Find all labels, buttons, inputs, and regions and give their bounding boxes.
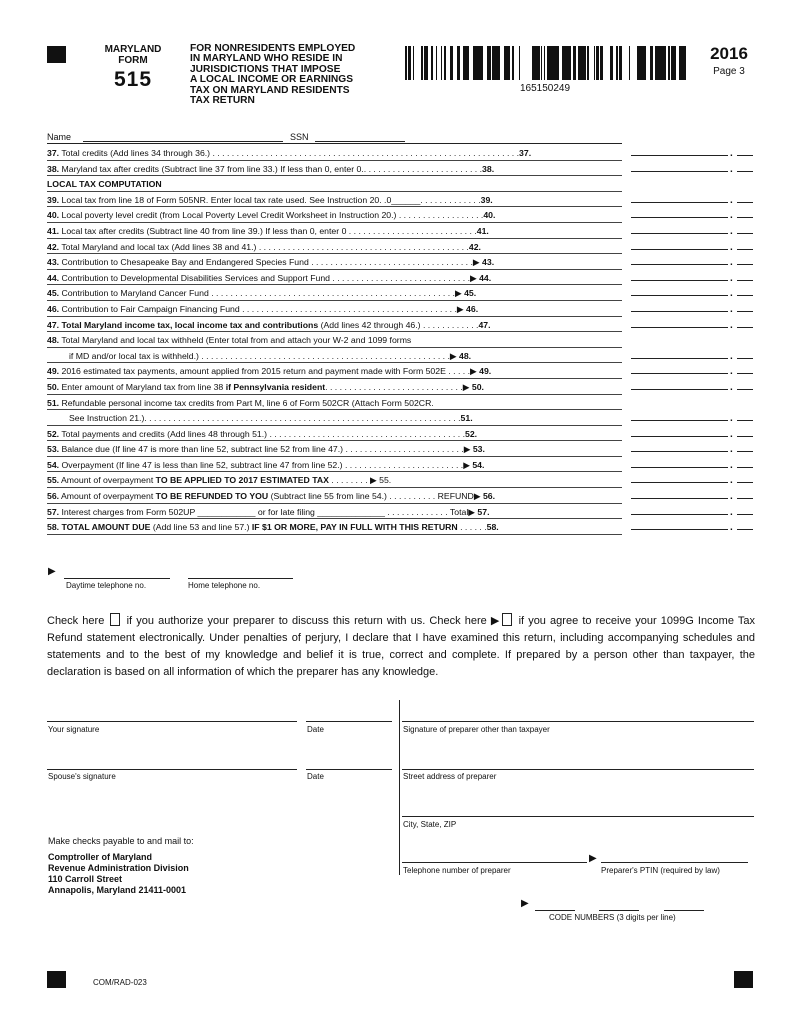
arrow-icon: ▶: [589, 853, 597, 864]
cents-field[interactable]: [737, 467, 753, 468]
decimal-point: .: [730, 257, 733, 269]
line-ref-number: 43.: [482, 257, 495, 268]
line-text: [47, 304, 622, 315]
form-label: MARYLAND FORM: [104, 44, 162, 66]
decimal-point: .: [730, 303, 733, 315]
form-title-line: A LOCAL INCOME OR EARNINGS: [190, 74, 354, 86]
mailing-address-line: Revenue Administration Division: [48, 863, 189, 873]
line-number: 47.: [47, 319, 60, 330]
decimal-point: .: [730, 475, 733, 487]
decimal-point: .: [730, 225, 733, 237]
decimal-point: .: [730, 210, 733, 222]
line-text-body: Local tax after credits (Subtract line 40 from line 39.) If less than 0, enter 0 . . . . . . . . . . . . . . . . . . . . . . . . . . .: [61, 225, 477, 236]
line-text: [47, 351, 622, 362]
amount-field[interactable]: [631, 482, 728, 483]
authorize-preparer-checkbox[interactable]: [110, 613, 120, 626]
line-row: [47, 270, 757, 286]
decimal-point: .: [730, 444, 733, 456]
line-ref-number: 54.: [472, 459, 485, 470]
line-text: [47, 429, 622, 439]
preparer-street-field[interactable]: [402, 769, 754, 770]
line-row: [47, 410, 757, 426]
arrow-icon: ▶: [470, 366, 480, 377]
line-text-body: Contribution to Developmental Disabilities Services and Support Fund . . . . . . . . . . . . . . . . . . . . . . . . . . . . .: [61, 272, 470, 283]
cents-field[interactable]: [737, 217, 753, 218]
arrow-icon: ▶: [473, 491, 483, 502]
arrow-icon: ▶: [449, 350, 460, 361]
line-number: 57.: [47, 506, 60, 517]
line-number: 39.: [47, 194, 60, 205]
decimal-point: .: [730, 350, 733, 362]
barcode-number: 165150249: [520, 83, 571, 94]
line-ref-number: 50.: [471, 381, 484, 392]
code-number-field-2[interactable]: [599, 910, 639, 911]
amount-field[interactable]: [631, 264, 728, 265]
line-ref-number: 53.: [472, 444, 485, 455]
line-text: [47, 335, 622, 345]
line-text-bold: TOTAL AMOUNT DUE: [61, 522, 151, 533]
line-ref-number: 52.: [465, 428, 478, 439]
line-number: 43.: [47, 257, 60, 268]
line-text-body: Contribution to Chesapeake Bay and Endangered Species Fund . . . . . . . . . . . . . . . . . . . . . . . . . . . . . . . . . .: [61, 257, 473, 268]
amount-field[interactable]: [631, 498, 728, 499]
registration-mark-top-left: [47, 46, 66, 63]
form-title-line: JURISDICTIONS THAT IMPOSE: [190, 63, 341, 75]
line-row: [47, 441, 757, 457]
line-text-body: Contribution to Maryland Cancer Fund . . . . . . . . . . . . . . . . . . . . . . . . . . . . . . . . . . . . . . . . . . . . . . . . . . .: [61, 288, 455, 299]
line-number: 41.: [47, 225, 60, 236]
line-text-bold: TO BE REFUNDED TO YOU: [155, 491, 269, 502]
your-signature-field[interactable]: [47, 721, 297, 722]
arrow-icon: ▶: [48, 566, 56, 577]
code-number-field-1[interactable]: [535, 910, 575, 911]
line-text-body: if MD and/or local tax is withheld.) . . . . . . . . . . . . . . . . . . . . . . . . . . . . . . . . . . . . . . . . . . . . . . . . . . . .: [69, 350, 450, 361]
line-ref-number: 38.: [482, 163, 495, 174]
form-title-line: TAX ON MARYLAND RESIDENTS: [190, 84, 350, 96]
decimal-point: .: [730, 163, 733, 175]
line-text: [47, 507, 622, 518]
line-text-body: Local tax from line 18 of Form 505NR. Enter local tax rate used. See Instruction 20. .0______. . . . . . . . . . . . .: [61, 194, 481, 205]
amount-field[interactable]: [631, 358, 728, 359]
cents-field[interactable]: [737, 514, 753, 515]
line-number: 53.: [47, 444, 60, 455]
page-number: Page 3: [713, 66, 745, 77]
amount-field[interactable]: [631, 295, 728, 296]
line-text-body: Amount of overpayment: [61, 475, 156, 486]
amount-field[interactable]: [631, 233, 728, 234]
line-ref-number: 48.: [459, 350, 472, 361]
barcode: [405, 46, 688, 80]
decimal-point: .: [730, 148, 733, 159]
cents-field[interactable]: [737, 498, 753, 499]
line-ref-number: 45.: [464, 288, 477, 299]
line-text-body: (Add line 53 and line 57.): [150, 522, 252, 533]
line-row: [47, 317, 757, 333]
preparer-city-label: City, State, ZIP: [403, 820, 457, 829]
line-text-body: . . . . . . . . . . . . . . . . . . . . . . . . . . . . .: [325, 381, 463, 392]
arrow-icon: ▶: [521, 898, 529, 909]
cents-field[interactable]: [737, 171, 753, 172]
arrow-icon: ▶: [468, 506, 478, 517]
preparer-ptin-label: Preparer's PTIN (required by law): [601, 866, 720, 875]
signature-divider: [399, 700, 400, 875]
line-row: [47, 519, 757, 535]
line-text: [47, 226, 622, 236]
line-text-body: See Instruction 21.). . . . . . . . . . . . . . . . . . . . . . . . . . . . . . . . . . . . . . . . . . . . . . . . . . . . . . . . . . . . . . . . . .: [69, 413, 461, 424]
line-row: [47, 145, 757, 161]
decimal-point: .: [730, 381, 733, 393]
declaration-text: Check here if you authorize your preparer to discuss this return with us. Check here ▶ if you agree to receive your 1099G Income Tax Refund statement electronically. Under penalties of perjury, I declare that I have examined this return, including accompanying schedules and statements and to the best of my knowledge and belief it is true, correct and complete. If prepared by a person other than taxpayer, the declaration is based on all information of which the preparer has any knowledge.: [47, 615, 756, 678]
line-text: [47, 460, 622, 471]
cents-field[interactable]: [737, 264, 753, 265]
cents-field[interactable]: [737, 202, 753, 203]
form-title-line: TAX RETURN: [190, 95, 255, 107]
line-row: [47, 207, 757, 223]
registration-mark-bottom-left: [47, 971, 66, 988]
line-ref-number: 39.: [480, 194, 493, 205]
amount-field[interactable]: [631, 280, 728, 281]
home-phone-label: Home telephone no.: [188, 581, 261, 590]
line-text: [47, 210, 622, 220]
amount-field[interactable]: [631, 327, 728, 328]
line-text-body: LOCAL TAX COMPUTATION: [47, 179, 162, 190]
arrow-icon: ▶: [463, 444, 473, 455]
line-row: [47, 161, 757, 177]
line-text-body: Total credits (Add lines 34 through 36.) . . . . . . . . . . . . . . . . . . . . . . . . . . . . . . . . . . . . . . . . . . . . . . . . . . . . . . . . . . . . . . . .: [61, 148, 520, 158]
preparer-signature-label: Signature of preparer other than taxpayer: [403, 725, 550, 734]
spouse-signature-label: Spouse's signature: [48, 772, 116, 781]
mailing-address-line: Annapolis, Maryland 21411-0001: [48, 885, 187, 895]
line-text: [47, 195, 622, 205]
line-ref-number: 41.: [476, 225, 489, 236]
tax-year: 2016: [710, 44, 748, 63]
name-label: Name: [47, 132, 72, 142]
cents-field[interactable]: [737, 155, 753, 156]
your-signature-label: Your signature: [48, 725, 100, 734]
mailing-address-line: Comptroller of Maryland: [48, 852, 153, 862]
line-number: 42.: [47, 241, 60, 252]
form-title: [190, 44, 395, 106]
amount-field[interactable]: [631, 155, 728, 156]
line-text-bold: if Pennsylvania resident: [225, 381, 326, 392]
line-rule: [47, 534, 622, 535]
line-number: 56.: [47, 491, 60, 502]
cents-field[interactable]: [737, 451, 753, 452]
line-text-body: Amount of overpayment: [61, 491, 156, 502]
preparer-signature-field[interactable]: [402, 721, 754, 722]
cents-field[interactable]: [737, 529, 753, 530]
decimal-point: .: [730, 272, 733, 284]
line-text-body: Overpayment (If line 47 is less than line 52, subtract line 47 from line 52.) . . . . . . . . . . . . . . . . . . . . . . . . .: [61, 459, 464, 470]
decimal-point: .: [730, 288, 733, 300]
home-phone-field[interactable]: [188, 578, 293, 579]
cents-field[interactable]: [737, 358, 753, 359]
cents-field[interactable]: [737, 327, 753, 328]
line-text: [47, 366, 622, 377]
cents-field[interactable]: [737, 233, 753, 234]
line-ref-number: 58.: [486, 522, 499, 533]
cents-field[interactable]: [737, 280, 753, 281]
line-ref-number: 51.: [460, 413, 473, 424]
amount-field[interactable]: [631, 311, 728, 312]
preparer-ptin-field[interactable]: [601, 862, 748, 863]
line-ref-number: 44.: [479, 272, 492, 283]
line-row: [47, 254, 757, 270]
line-row: [47, 285, 757, 301]
amount-field[interactable]: [631, 467, 728, 468]
form-code: COM/RAD-023: [93, 978, 147, 987]
preparer-street-label: Street address of preparer: [403, 772, 497, 781]
cents-field[interactable]: [737, 420, 753, 421]
cents-field[interactable]: [737, 249, 753, 250]
form-title-line: IN MARYLAND WHO RESIDE IN: [190, 53, 343, 65]
line-row: [47, 192, 757, 208]
line-text: [47, 273, 622, 284]
line-row: [47, 301, 757, 317]
arrow-icon: ▶: [463, 459, 473, 470]
mailing-intro: Make checks payable to and mail to:: [48, 836, 194, 846]
line-number: 58.: [47, 522, 60, 533]
daytime-phone-label: Daytime telephone no.: [66, 581, 147, 590]
line-text-body: Balance due (If line 47 is more than line 52, subtract line 52 from line 47.) . . . . . . . . . . . . . . . . . . . . . . . . .: [61, 444, 464, 455]
preparer-phone-field[interactable]: [402, 862, 587, 863]
spouse-signature-field[interactable]: [47, 769, 297, 770]
arrow-icon: ▶: [469, 272, 480, 283]
line-text-body: (Add lines 42 through 46.) . . . . . . . . . . . .: [318, 319, 479, 330]
line-row: [47, 472, 757, 488]
line-row: [47, 426, 757, 442]
line-text-body: Maryland tax after credits (Subtract line 37 from line 33.) If less than 0, enter 0.. . . . . . . . . . . . . . . . . . . . . . . . .: [61, 163, 483, 174]
line-text-body: Total Maryland and local tax withheld (Enter total from and attach your W-2 and 1099 forms: [61, 335, 412, 346]
code-numbers-label: CODE NUMBERS (3 digits per line): [549, 913, 676, 922]
line-text: [47, 491, 622, 502]
your-signature-date-field[interactable]: [306, 721, 392, 722]
decimal-point: .: [730, 506, 733, 518]
line-text-body: Refundable personal income tax credits from Part M, line 6 of Form 502CR (Attach Form 502CR.: [61, 397, 434, 408]
amount-field[interactable]: [631, 514, 728, 515]
line-row: [47, 457, 757, 473]
line-text-bold: TO BE APPLIED TO 2017 ESTIMATED TAX: [155, 475, 329, 486]
date-label: Date: [307, 725, 324, 734]
date-label: Date: [307, 772, 324, 781]
decimal-point: .: [730, 241, 733, 253]
line-text: [47, 179, 622, 189]
spouse-signature-date-field[interactable]: [306, 769, 392, 770]
line-text: [47, 413, 622, 423]
line-row: [47, 488, 757, 504]
line-ref-number: 57.: [477, 506, 490, 517]
line-row: [47, 363, 757, 379]
line-row: [47, 504, 757, 520]
line-text-body: Enter amount of Maryland tax from line 38: [61, 381, 226, 392]
amount-field[interactable]: [631, 389, 728, 390]
arrow-icon: ▶: [454, 288, 465, 299]
line-number: 45.: [47, 288, 60, 299]
line-text: [47, 522, 622, 532]
line-row: [47, 379, 757, 395]
amount-field[interactable]: [631, 171, 728, 172]
line-number: 51.: [47, 397, 60, 408]
line-row: [47, 348, 757, 364]
decimal-point: .: [730, 491, 733, 503]
line-row: [47, 176, 757, 192]
line-text: [47, 148, 622, 158]
line-ref-number: 37.: [519, 148, 532, 158]
line-ref-number: 49.: [479, 366, 492, 377]
line-text-body: Total Maryland and local tax (Add lines 38 and 41.) . . . . . . . . . . . . . . . . . . . . . . . . . . . . . . . . . . . . . . . . . . . .: [61, 241, 469, 252]
daytime-phone-field[interactable]: [64, 578, 170, 579]
line-number: 54.: [47, 459, 60, 470]
amount-field[interactable]: [631, 249, 728, 250]
line-text-body: Local poverty level credit (from Local Poverty Level Credit Worksheet in Instruction 20.) . . . . . . . . . . . . . . . . . .: [61, 210, 484, 221]
decimal-point: .: [730, 413, 733, 425]
amount-field[interactable]: [631, 420, 728, 421]
tax-lines: [47, 145, 757, 535]
cents-field[interactable]: [737, 373, 753, 374]
line-number: 37.: [47, 148, 60, 158]
line-ref-number: 40.: [483, 210, 496, 221]
line-number: 55.: [47, 475, 60, 486]
decimal-point: .: [730, 194, 733, 206]
amount-field[interactable]: [631, 451, 728, 452]
amount-field[interactable]: [631, 436, 728, 437]
name-ssn-row: [47, 131, 622, 144]
amount-field[interactable]: [631, 529, 728, 530]
decimal-point: .: [730, 319, 733, 331]
name-field[interactable]: [83, 141, 283, 142]
preparer-phone-label: Telephone number of preparer: [403, 866, 511, 875]
line-text-bold: Total Maryland income tax, local income tax and contributions: [61, 319, 319, 330]
line-ref-number: 47.: [478, 319, 491, 330]
registration-mark-bottom-right: [734, 971, 753, 988]
arrow-icon: ▶: [490, 615, 501, 627]
amount-field[interactable]: [631, 217, 728, 218]
preparer-city-field[interactable]: [402, 816, 754, 817]
form-title-line: FOR NONRESIDENTS EMPLOYED: [190, 43, 356, 54]
decimal-point: .: [730, 366, 733, 378]
decimal-point: .: [730, 522, 733, 534]
decimal-point: .: [730, 428, 733, 440]
line-number: 44.: [47, 272, 60, 283]
line-row: [47, 395, 757, 411]
line-number: 49.: [47, 366, 60, 377]
line-text: [47, 444, 622, 455]
line-text-body: Contribution to Fair Campaign Financing Fund . . . . . . . . . . . . . . . . . . . . . . . . . . . . . . . . . . . . . . . . . . . . .: [61, 303, 457, 314]
line-text-body: Interest charges from Form 502UP ____________ or for late filing ______________ . . . . . . . . . . . . . Total: [61, 506, 469, 517]
cents-field[interactable]: [737, 436, 753, 437]
line-text-body: (Subtract line 55 from line 54.) . . . . . . . . . . REFUND: [268, 491, 474, 502]
line-text: [47, 475, 622, 486]
line-text: [47, 288, 622, 299]
cents-field[interactable]: [737, 482, 753, 483]
line-text-body: Total payments and credits (Add lines 48 through 51.) . . . . . . . . . . . . . . . . . . . . . . . . . . . . . . . . . . . . . . . . .: [61, 428, 465, 439]
line-number: 40.: [47, 210, 60, 221]
line-text: [47, 398, 622, 408]
line-number: 48.: [47, 335, 60, 346]
electronic-1099g-checkbox[interactable]: [502, 613, 512, 626]
line-text-body: . . . . . . . . ▶ 55.: [328, 475, 392, 486]
line-number: 46.: [47, 303, 60, 314]
ssn-field[interactable]: [315, 141, 405, 142]
line-row: [47, 223, 757, 239]
code-number-field-3[interactable]: [664, 910, 704, 911]
amount-field[interactable]: [631, 373, 728, 374]
line-ref-number: 56.: [482, 491, 496, 502]
amount-field[interactable]: [631, 202, 728, 203]
form-number: 515: [113, 68, 153, 91]
line-text: [47, 320, 622, 330]
cents-field[interactable]: [737, 389, 753, 390]
line-text: [47, 257, 622, 268]
line-number: 38.: [47, 163, 60, 174]
line-row: [47, 239, 757, 255]
arrow-icon: ▶: [456, 303, 467, 314]
mailing-address: [48, 852, 189, 896]
cents-field[interactable]: [737, 295, 753, 296]
decimal-point: .: [730, 459, 733, 471]
line-text-bold: IF $1 OR MORE, PAY IN FULL WITH THIS RETURN: [251, 522, 458, 533]
line-text: [47, 382, 622, 393]
line-number: 50.: [47, 381, 60, 392]
line-row: [47, 332, 757, 348]
mailing-address-line: 110 Carroll Street: [48, 874, 123, 884]
line-number: 52.: [47, 428, 60, 439]
cents-field[interactable]: [737, 311, 753, 312]
line-ref-number: 42.: [468, 241, 481, 252]
line-text: [47, 164, 622, 174]
line-ref-number: 46.: [466, 303, 479, 314]
arrow-icon: ▶: [462, 381, 472, 392]
line-text-body: 2016 estimated tax payments, amount applied from 2015 return and payment made with Form 502E . . . . .: [61, 366, 471, 377]
arrow-icon: ▶: [472, 257, 483, 268]
ssn-label: SSN: [290, 132, 309, 142]
line-text-body: . . . . . .: [457, 522, 487, 533]
line-text: [47, 242, 622, 252]
